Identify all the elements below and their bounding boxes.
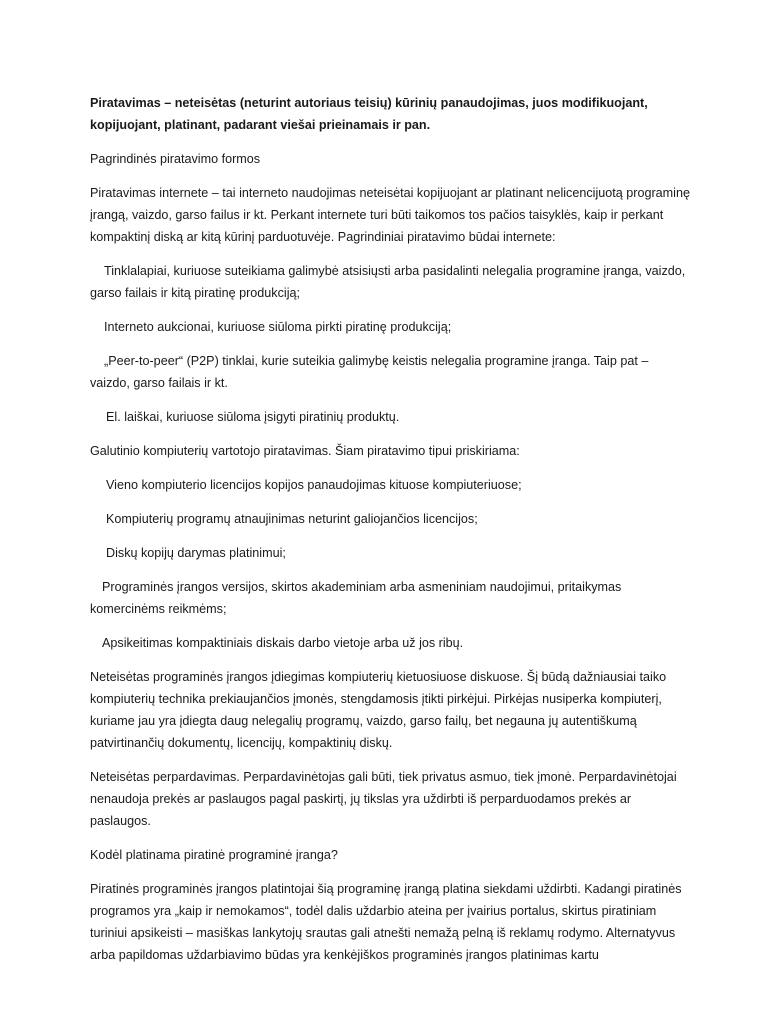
list-item-upgrades: Kompiuterių programų atnaujinimas neturint galiojančios licencijos; xyxy=(106,512,478,526)
list-item-disc-copies: Diskų kopijų darymas platinimui; xyxy=(106,546,286,560)
internet-piracy-paragraph: Piratavimas internete – tai interneto naudojimas neteisėtai kopijuojant ar platinant nelicencijuotą programinę įrangą, vaizdo, garso failus ir kt. Perkant internete turi būti taikomos tos pačios taisyklės, kaip ir perkant kompaktinį diską ar kitą kūrinį parduotuvėje. Pagrindiniai piratavimo būdai internete: xyxy=(90,186,690,244)
intro-paragraph: Piratavimas – neteisėtas (neturint autoriaus teisių) kūrinių panaudojimas, juos modifikuojant, kopijuojant, platinant, padarant viešai prieinamais ir pan. xyxy=(90,96,648,132)
list-item-auctions: Interneto aukcionai, kuriuose siūloma pirkti piratinę produkciją; xyxy=(104,320,452,334)
list-item-disc-exchange: Apsikeitimas kompaktiniais diskais darbo vietoje arba už jos ribų. xyxy=(102,636,464,650)
heading-piracy-forms: Pagrindinės piratavimo formos xyxy=(90,152,261,166)
end-user-piracy-paragraph: Galutinio kompiuterių vartotojo piratavimas. Šiam piratavimo tipui priskiriama: xyxy=(90,444,520,458)
document-body xyxy=(90,92,690,978)
list-item-p2p: „Peer-to-peer“ (P2P) tinklai, kurie suteikia galimybę keistis nelegalia programine įranga. Taip pat – vaizdo, garso failais ir kt. xyxy=(90,354,649,390)
unlawful-resale-paragraph: Neteisėtas perpardavimas. Perpardavinėtojas gali būti, tiek privatus asmuo, tiek įmonė. Perpardavinėtojai nenaudoja prekės ar paslaugos pagal paskirtį, jų tikslas yra uždirbti iš perparduodamos prekės ar paslaugos. xyxy=(90,770,677,828)
hard-disk-loading-paragraph: Neteisėtas programinės įrangos įdiegimas kompiuterių kietuosiuose diskuose. Šį būdą dažniausiai taiko kompiuterių technika prekiaujančios įmonės, stengdamosis įtikti pirkėjui. Pirkėjas nusiperka kompiuterį, kuriame jau yra įdiegta daug nelegalių programų, vaizdo, garso failų, bet negauna jų autentiškumą patvirtinančių dokumentų, licencijų, kompaktinių diskų. xyxy=(90,670,667,750)
list-item-websites: Tinklalapiai, kuriuose suteikiama galimybė atsisiųsti arba pasidalinti nelegalia programine įranga, vaizdo, garso failais ir kitą piratinę produkciją; xyxy=(90,264,686,300)
list-item-emails: El. laiškai, kuriuose siūloma įsigyti piratinių produktų. xyxy=(106,410,400,424)
list-item-academic-versions: Programinės įrangos versijos, skirtos akademiniam arba asmeniniam naudojimui, pritaikymas komercinėms reikmėms; xyxy=(90,580,622,616)
list-item-single-license: Vieno kompiuterio licencijos kopijos panaudojimas kituose kompiuteriuose; xyxy=(106,478,522,492)
question-heading: Kodėl platinama piratinė programinė įranga? xyxy=(90,848,338,862)
distribution-reasons-paragraph: Piratinės programinės įrangos platintojai šią programinę įrangą platina siekdami uždirbti. Kadangi piratinės programos yra „kaip ir nemokamos“, todėl dalis uždarbio ateina per įvairius portalus, skirtus piratiniam turiniui apsikeisti – masiškas lankytojų srautas gali atnešti nemažą pelną iš reklamų rodymo. Alternatyvus arba papildomas uždarbiavimo būdas yra kenkėjiškos programinės įrangos platinimas kartu xyxy=(90,882,682,962)
